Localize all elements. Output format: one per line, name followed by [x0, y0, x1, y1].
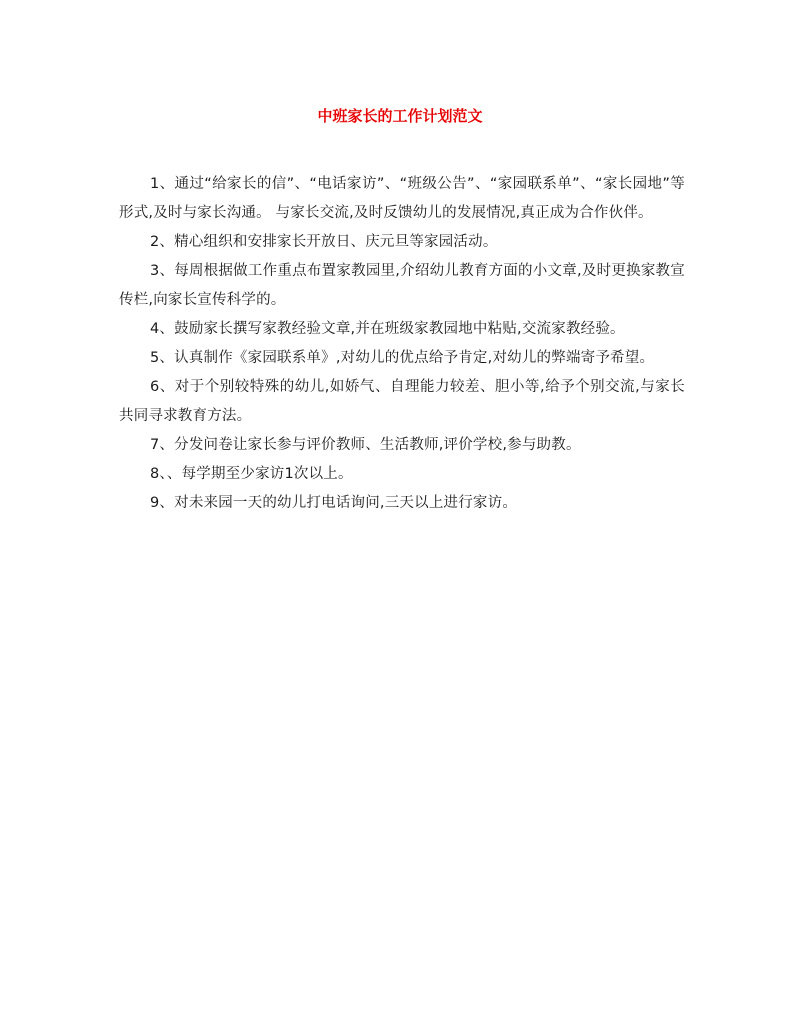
document-title: 中班家长的工作计划范文	[317, 107, 483, 125]
paragraph-2: 2、精心组织和安排家长开放日、庆元旦等家园活动。	[150, 234, 498, 250]
paragraph-6: 6、对于个别较特殊的幼儿,如娇气、自理能力较差、胆小等,给予个别交流,与家长共同寻求教育方法。	[119, 379, 685, 424]
paragraph-7: 7、分发问卷让家长参与评价教师、生活教师,评价学校,参与助教。	[150, 437, 581, 453]
paragraph-1: 1、通过“给家长的信”、“电话家访”、“班级公告”、“家园联系单”、“家长园地”等形式,及时与家长沟通。 与家长交流,及时反馈幼儿的发展情况,真正成为合作伙伴。	[119, 176, 685, 221]
paragraph-3: 3、每周根据做工作重点布置家教园里,介绍幼儿教育方面的小文章,及时更换家教宣传栏,向家长宣传科学的。	[119, 263, 685, 308]
paragraph-9: 9、对未来园一天的幼儿打电话询问,三天以上进行家访。	[150, 495, 518, 511]
paragraph-5: 5、认真制作《家园联系单》,对幼儿的优点给予肯定,对幼儿的弊端寄予希望。	[150, 350, 655, 366]
paragraph-8: 8、、每学期至少家访1次以上。	[150, 466, 353, 482]
paragraph-4: 4、鼓励家长撰写家教经验文章,并在班级家教园地中粘贴,交流家教经验。	[150, 321, 625, 337]
document-body	[119, 170, 685, 518]
